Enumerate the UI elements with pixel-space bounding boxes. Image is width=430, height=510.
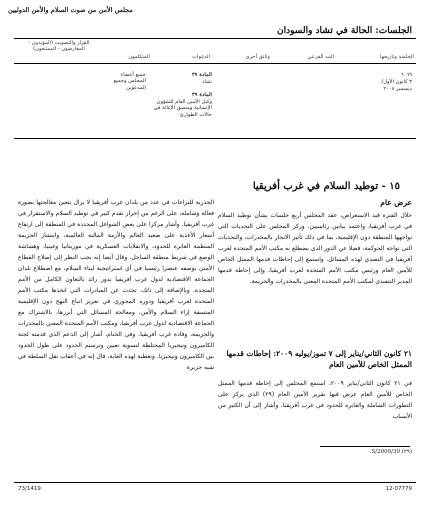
overview-subheading: عرض عام [380, 198, 412, 207]
briefings-paragraph [218, 378, 412, 442]
table-bottom-rule [14, 138, 416, 139]
header-invited: المتكلمون [128, 54, 150, 60]
footnote-rule [320, 446, 410, 447]
header-decision: القرار والتصويت (المؤيدون - المعارضون - الممتنعون) [28, 40, 90, 53]
left-column-paragraph: الجذرية للنزاعات في عدد من بلدان غرب أفريقيا لا يزال يتعين معالجتها بصورة فعالة وشاملة، على الرغم من إحراز تقدم كبير في توطيد السلام والاستقرار في غرب أفريقيا. وأشار مركزا على بعض الشواغل المحددة في المنطقة إلى ارتفاع أسعار الأغذية على صعيد العالم والأزمة المالية العالمية، وانتشار الجريمة المنظمة العابرة للحدود، والانقلابات العسكرية في موريتانيا وغينيا، وهشاشة الوضع في شريط منطقة الساحل. وقال أيضا إنه يجب النظر إلى إصلاح القطاع الأمني بوصفه عنصرا رئيسيا في أي استراتيجية لبناء السلام، مع اضطلاع بلدان الجماعة الاقتصادية لدول غرب أفريقيا بدور رائد بالتعاون الكامل من الأمم المتحدة. وبالإضافة إلى ذلك، تحدث عن المبادرات التي اتخذها مكتب الأمم المتحدة لغرب أفريقيا ودوره المحوري في تعزيز اتباع النهج دون الإقليمية المتسقة إزاء السلام والأمن، ومعالجة المسائل التي أبرزها، بالاشتراك مع الجماعة الاقتصادية لدول غرب أفريقيا، ومكتب الأمم المتحدة المعني بالمخدرات والجريمة، وقادة غرب أفريقيا. وفي الختام، أشار إلى الدعم الذي قدمته لجنة الكاميرون ونيجيريا المختلطة لتسوية تعيين وترسيم الحدود على طول الحدود بين الكاميرون ونيجيريا. وتغطية لهذه الغاية، قال إنه في أعقاب نقل السلطة في شبه جزيرة [18, 199, 214, 371]
table-header-rule [14, 63, 416, 64]
left-column [18, 197, 214, 475]
header-speakers: الدعوات [192, 54, 210, 60]
heading-rule [14, 38, 416, 39]
footer-rule [14, 482, 416, 483]
header-meeting-date: الجلسة وتاريخها [380, 54, 414, 60]
article-title: ١٥ - توطيد السلام في غرب أفريقيا [252, 181, 400, 192]
speakers-value: جميع أعضاء المجلس وجميع المدعوين [113, 72, 146, 91]
footer-left-code: 12-07779 [385, 486, 412, 492]
section-heading: الجلسات: الحالة في تشاد والسودان [277, 26, 412, 36]
meeting-date-line2: ديسمبر ٢٠٠٨ [383, 86, 412, 92]
footnote: (٢٩) S/2009/39. [369, 449, 412, 455]
rule37-value: تشاد [202, 79, 212, 85]
header-other-documents: وثائق أخرى [245, 54, 270, 60]
footer-right-code: 73/1419 [18, 486, 41, 492]
briefings-subheading: ٢١ كانون الثاني/يناير إلى ٧ تموز/يوليه ٢٠٠٩: إحاطات قدمها الممثل الخاص للأمين العام [226, 349, 412, 369]
rule39-value: وكيل الأمين العام للشؤون الإنسانية ومنسق الإغاثة في حالات الطوارئ [153, 99, 212, 118]
meeting-number: ٦٠٦٩ [400, 72, 412, 78]
meeting-date-line1: ٣ كانون الأول/ [381, 79, 412, 85]
overview-paragraph [218, 210, 412, 346]
briefings-paragraph-text: في ٢١ كانون الثاني/يناير ٢٠٠٩، استمع المجلس إلى إحاطة قدمها الممثل الخاص للأمين العام عرض فيها تقرير الأمين العام (٢٩) الذي يركز على التطورات الشاملة والعابرة للحدود في غرب أفريقيا. وأشار إلى أن الكثير من الأسباب [218, 380, 412, 420]
rule37-label: المادة ٣٧ [191, 72, 212, 78]
rule39-label: المادة ٣٩ [191, 92, 212, 98]
overview-paragraph-text: خلال الفترة قيد الاستعراض، عقد المجلس أربع جلسات بشأن توطيد السلام في غرب أفريقيا، واعتمد بيانين رئاسيين. وركز المجلس على التحديات التي تواجهها المنطقة دون الإقليمية، بما في ذلك تأثير الاتجار بالمخدرات، والتحديات التي تواجه الحوكمة، فضلا عن الدور الذي يضطلع به مكتب الأمم المتحدة لغرب أفريقيا في التصدي لهذه المسائل. واستمع إلى إحاطات قدمها الممثل الخاص للأمين العام ورئيس مكتب الأمم المتحدة لغرب أفريقيا، وإلى إحاطة قدمها المدير التنفيذي لمكتب الأمم المتحدة المعني بالمخدرات والجريمة. [218, 212, 412, 285]
header-subject: البند الفرعي [307, 54, 334, 60]
running-head: مجلس الأمن من صوت السلام والأمن الدوليين [8, 6, 133, 14]
